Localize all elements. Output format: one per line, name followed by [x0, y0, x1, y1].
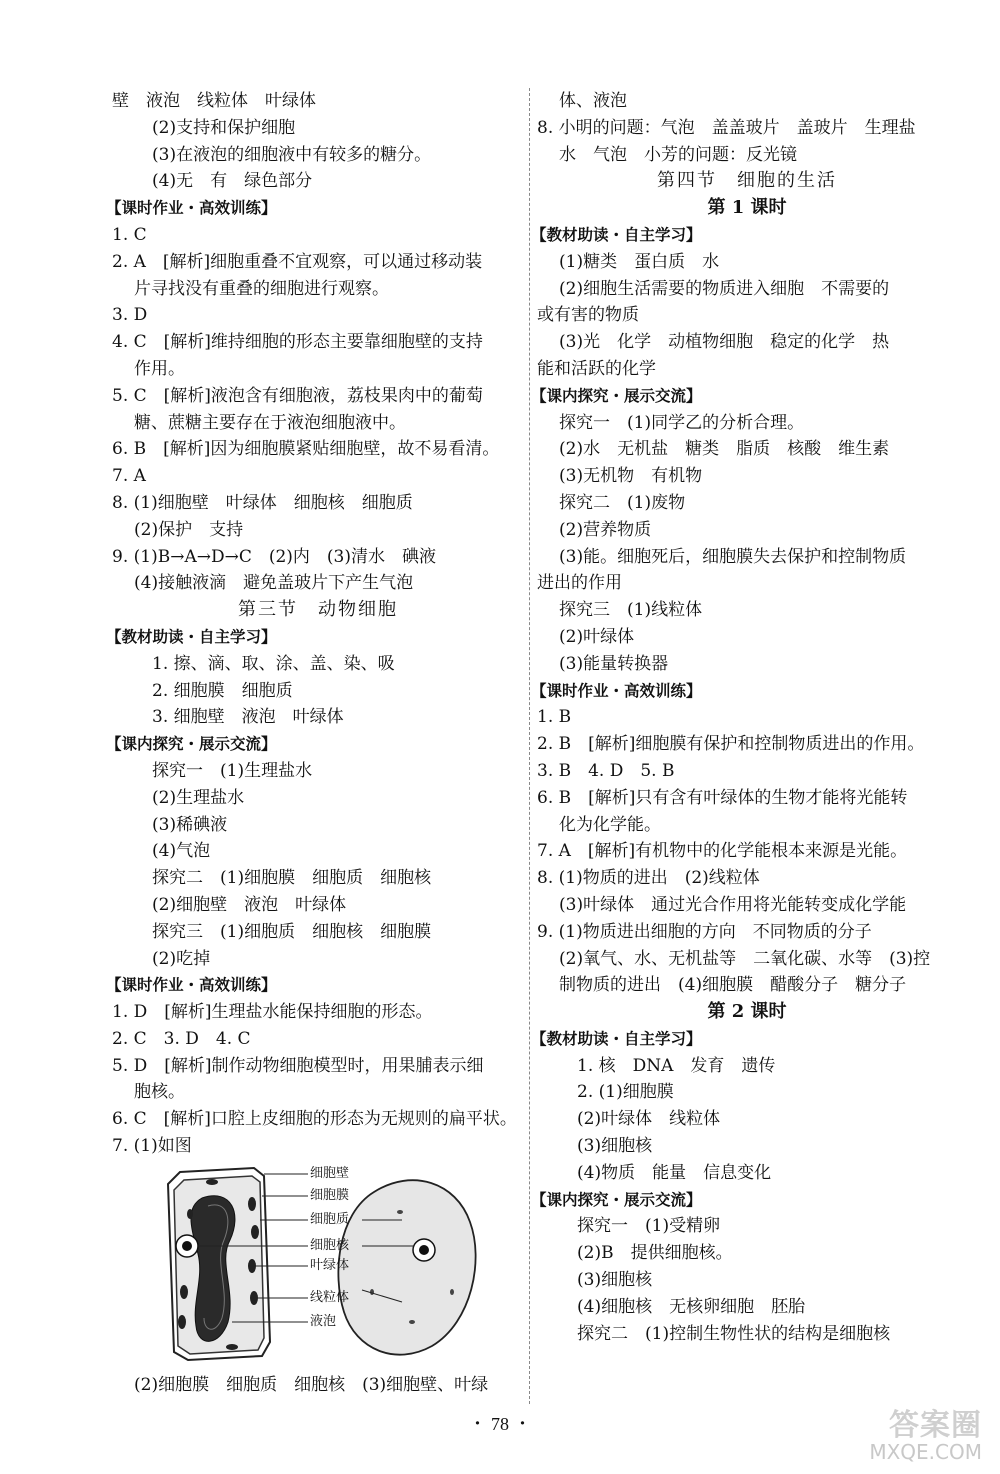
section-header: 【教材助读・自主学习】 — [531, 1029, 702, 1048]
section-title: 第四节 细胞的生活 — [657, 170, 837, 192]
answer-line: (2)细胞生活需要的物质进入细胞 不需要的 — [559, 278, 890, 299]
answer-line: (2)细胞膜 细胞质 细胞核 (3)细胞壁、叶绿 — [134, 1374, 489, 1395]
answer-line: 2. A [解析]细胞重叠不宜观察，可以通过移动装 — [112, 251, 483, 272]
answer-line: 壁 液泡 线粒体 叶绿体 — [112, 91, 316, 111]
answer-line: 1. 擦、滴、取、涂、盖、染、吸 — [152, 653, 395, 674]
answer-line: 或有害的物质 — [537, 305, 639, 326]
label-nucleus: 细胞核 — [310, 1237, 350, 1253]
answer-line: 8. (1)物质的进出 (2)线粒体 — [537, 868, 760, 889]
answer-line: (3)稀碘液 — [152, 814, 228, 835]
answer-line: 2. C 3. D 4. C — [112, 1028, 251, 1049]
answer-line: (3)能量转换器 — [559, 653, 669, 674]
answer-line: 6. C [解析]口腔上皮细胞的形态为无规则的扁平状。 — [112, 1109, 517, 1130]
answer-line: 6. B [解析]因为细胞膜紧贴细胞壁，故不易看清。 — [112, 439, 500, 460]
lesson-title: 第 2 课时 — [707, 1001, 787, 1023]
watermark-url: MXQE.COM — [869, 1440, 982, 1464]
section-header: 【课时作业・高效训练】 — [106, 976, 277, 995]
answer-line: (4)无 有 绿色部分 — [152, 171, 313, 192]
answer-line: 7. A [解析]有机物中的化学能根本来源是光能。 — [537, 841, 908, 862]
answer-line: 制物质的进出 (4)细胞膜 醋酸分子 糖分子 — [559, 975, 907, 996]
answer-line: (2)氧气、水、无机盐等 二氧化碳、水等 (3)控 — [559, 948, 931, 969]
section-header: 【课内探究・展示交流】 — [531, 1190, 702, 1209]
answer-line: (2)保护 支持 — [134, 519, 244, 540]
answer-line: (3)细胞核 — [577, 1136, 653, 1157]
answer-line: 糖、蔗糖主要存在于液泡细胞液中。 — [134, 412, 406, 433]
answer-line: (2)叶绿体 — [559, 626, 635, 647]
answer-line: 8. (1)细胞壁 叶绿体 细胞核 细胞质 — [112, 492, 413, 513]
answer-line: 1. C — [112, 224, 147, 245]
answer-line: 9. (1)物质进出细胞的方向 不同物质的分子 — [537, 921, 872, 942]
section-header: 【课内探究・展示交流】 — [531, 386, 702, 405]
answer-line: (4)气泡 — [152, 841, 211, 862]
column-divider — [529, 88, 530, 1404]
answer-line: 体、液泡 — [559, 91, 627, 111]
label-cell-membrane: 细胞膜 — [310, 1187, 350, 1203]
animal-cell — [338, 1180, 475, 1354]
answer-line: (2)B 提供细胞核。 — [577, 1243, 733, 1264]
answer-line: 探究二 (1)细胞膜 细胞质 细胞核 — [152, 868, 432, 889]
plant-cell — [168, 1168, 270, 1360]
answer-line: 作用。 — [134, 358, 185, 379]
label-chloroplast: 叶绿体 — [310, 1257, 350, 1273]
answer-line: (4)接触液滴 避免盖玻片下产生气泡 — [134, 573, 414, 594]
answer-line: (2)支持和保护细胞 — [152, 117, 296, 138]
answer-line: 3. D — [112, 305, 148, 326]
answer-line: (2)吃掉 — [152, 948, 211, 969]
answer-line: (4)细胞核 无核卵细胞 胚胎 — [577, 1296, 806, 1317]
answer-line: 9. (1)B→A→D→C (2)内 (3)清水 碘液 — [112, 546, 437, 567]
answer-line: (1)糖类 蛋白质 水 — [559, 251, 720, 272]
answer-line: 探究二 (1)废物 — [559, 492, 686, 513]
answer-line: 1. B — [537, 707, 572, 728]
answer-line: 片寻找没有重叠的细胞进行观察。 — [134, 278, 389, 299]
answer-line: 8. 小明的问题：气泡 盖盖玻片 盖玻片 生理盐 — [537, 117, 916, 138]
right-column — [531, 88, 957, 1347]
answer-line: 探究一 (1)同学乙的分析合理。 — [559, 412, 805, 433]
answer-line: 5. C [解析]液泡含有细胞液，荔枝果肉中的葡萄 — [112, 385, 483, 406]
answer-line: 7. (1)如图 — [112, 1136, 192, 1157]
section-header: 【课时作业・高效训练】 — [531, 681, 702, 700]
answer-line: 4. C [解析]维持细胞的形态主要靠细胞壁的支持 — [112, 332, 483, 353]
answer-line: (2)水 无机盐 糖类 脂质 核酸 维生素 — [559, 439, 890, 460]
answer-line: 6. B [解析]只有含有叶绿体的生物才能将光能转 — [537, 787, 908, 808]
answer-line: (2)营养物质 — [559, 519, 652, 540]
answer-line: 1. D [解析]生理盐水能保持细胞的形态。 — [112, 1002, 433, 1023]
section-header: 【教材助读・自主学习】 — [106, 627, 277, 646]
page-number: ・ 78 ・ — [468, 1414, 532, 1434]
section-header: 【教材助读・自主学习】 — [531, 225, 702, 244]
answer-line: 探究三 (1)细胞质 细胞核 细胞膜 — [152, 921, 432, 942]
answer-line: 7. A — [112, 466, 146, 487]
answer-line: (3)在液泡的细胞液中有较多的糖分。 — [152, 144, 432, 165]
answer-line: 化为化学能。 — [559, 814, 661, 835]
answer-line: 2. B [解析]细胞膜有保护和控制物质进出的作用。 — [537, 734, 925, 755]
answer-line: 1. 核 DNA 发育 遗传 — [577, 1055, 776, 1076]
answer-line: (2)生理盐水 — [152, 787, 245, 808]
answer-line: 2. (1)细胞膜 — [577, 1082, 674, 1103]
answer-line: (4)物质 能量 信息变化 — [577, 1162, 772, 1183]
answer-line: 探究二 (1)控制生物性状的结构是细胞核 — [577, 1323, 891, 1344]
label-mitochondria: 线粒体 — [310, 1289, 350, 1305]
label-vacuole: 液泡 — [310, 1313, 337, 1329]
label-cell-wall: 细胞壁 — [310, 1165, 350, 1181]
answer-line: (3)能。细胞死后，细胞膜失去保护和控制物质 — [559, 546, 907, 567]
section-title: 第三节 动物细胞 — [238, 599, 398, 621]
answer-line: (2)叶绿体 线粒体 — [577, 1109, 721, 1130]
answer-line: 3. 细胞壁 液泡 叶绿体 — [152, 707, 344, 728]
section-header: 【课内探究・展示交流】 — [106, 735, 277, 754]
answer-line: (3)细胞核 — [577, 1270, 653, 1291]
lesson-title: 第 1 课时 — [707, 197, 787, 219]
answer-line: (3)无机物 有机物 — [559, 466, 703, 487]
cell-diagram — [112, 1162, 524, 1370]
answer-line: 探究一 (1)受精卵 — [577, 1216, 721, 1237]
answer-line: 能和活跃的化学 — [537, 358, 656, 379]
answer-line: (2)细胞壁 液泡 叶绿体 — [152, 894, 347, 915]
answer-line: 水 气泡 小芳的问题：反光镜 — [559, 144, 797, 165]
answer-line: 探究一 (1)生理盐水 — [152, 760, 313, 781]
answer-line: 探究三 (1)线粒体 — [559, 600, 703, 621]
answer-line: 胞核。 — [134, 1082, 185, 1103]
answer-line: 2. 细胞膜 细胞质 — [152, 680, 293, 701]
left-column — [106, 88, 524, 1399]
answer-line: (3)叶绿体 通过光合作用将光能转变成化学能 — [559, 894, 907, 915]
answer-line: (3)光 化学 动植物细胞 稳定的化学 热 — [559, 332, 890, 353]
watermark-logo: 答案圈 — [889, 1408, 982, 1443]
section-header: 【课时作业・高效训练】 — [106, 199, 277, 218]
answer-line: 进出的作用 — [537, 573, 622, 594]
answer-line: 5. D [解析]制作动物细胞模型时，用果脯表示细 — [112, 1055, 484, 1076]
answer-line: 3. B 4. D 5. B — [537, 760, 675, 781]
label-cytoplasm: 细胞质 — [310, 1211, 350, 1227]
